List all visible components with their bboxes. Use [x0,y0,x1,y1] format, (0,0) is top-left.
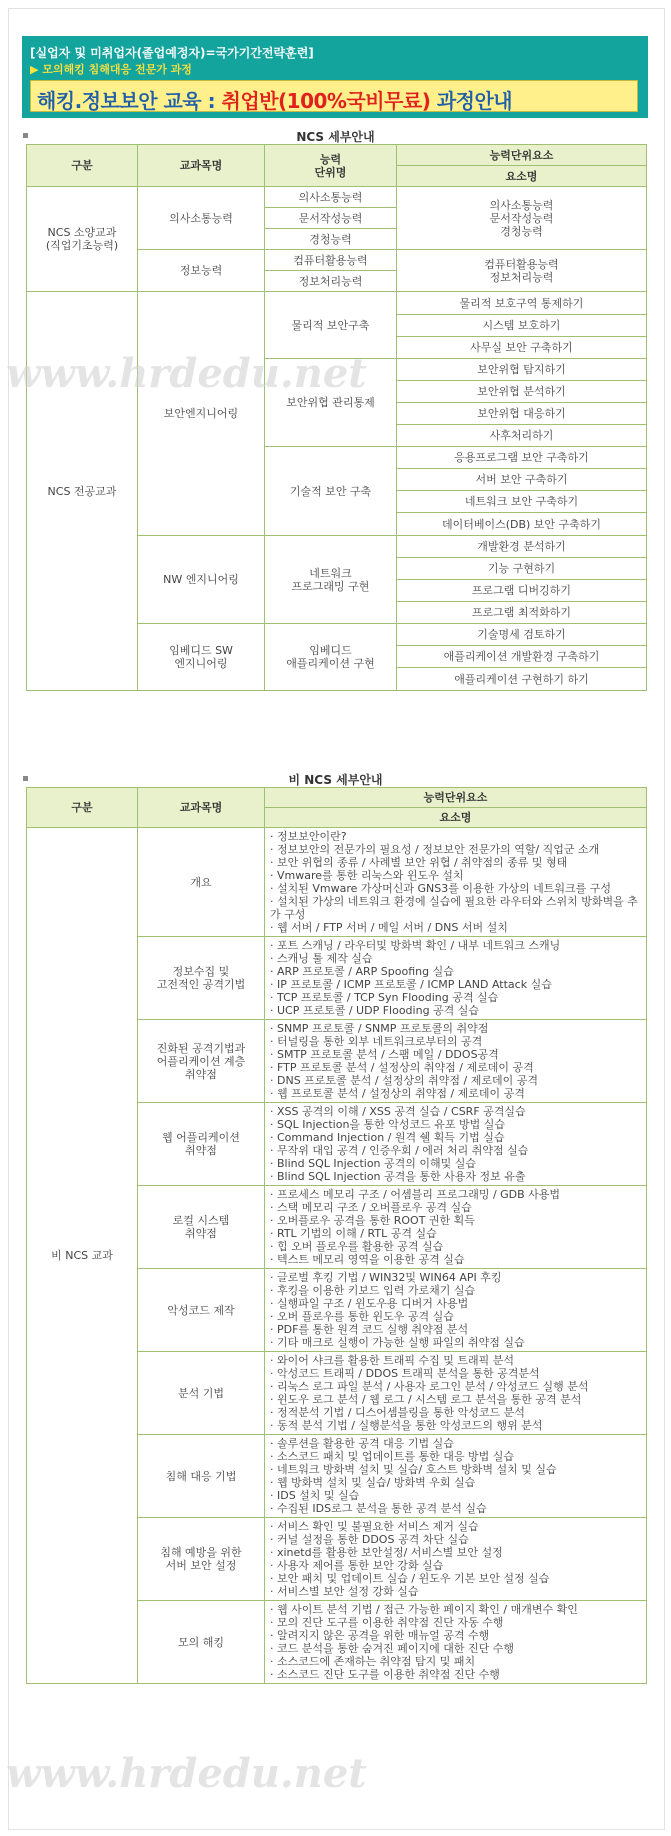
ncs-table [26,144,647,691]
nonncs-element-item: · 리눅스 로그 파일 분석 / 사용자 로그인 분석 / 악성코드 실행 분석 [270,1380,589,1393]
nonncs-element-list [265,828,647,937]
ncs-unit-cell: 임베디드 애플리케이션 구현 [265,624,397,691]
ncs-element-cell: 서버 보안 구축하기 [397,469,647,491]
nonncs-header-element-group: 능력단위요소 [265,788,647,808]
nonncs-element-list [265,1269,647,1352]
nonncs-element-item: · 코드 분석을 통한 숨겨진 페이지에 대한 진단 수행 [270,1642,514,1655]
nonncs-element-list [265,1518,647,1601]
nonncs-element-item: · ARP 프로토콜 / ARP Spoofing 실습 [270,965,454,978]
ncs-element-cell: 기능 구현하기 [397,558,647,580]
nonncs-element-item: · 윈도우 로그 분석 / 웹 로그 / 시스템 로그 분석을 통한 공격 분석 [270,1393,582,1406]
ncs-element-cell: 보안위협 대응하기 [397,403,647,425]
nonncs-element-item: · 사용자 제어를 통한 보안 강화 실습 [270,1559,444,1572]
ncs-element-cell: 컴퓨터활용능력 정보처리능력 [397,250,647,292]
nonncs-element-item: · Blind SQL Injection 공격의 이해및 실습 [270,1157,477,1170]
ncs-header-element: 요소명 [397,166,647,187]
nonncs-element-item: · XSS 공격의 이해 / XSS 공격 실습 / CSRF 공격실습 [270,1105,526,1118]
nonncs-element-list [265,1601,647,1684]
nonncs-element-item: · 터널링을 통한 외부 네트워크로부터의 공격 [270,1035,483,1048]
nonncs-element-item: · SMTP 프로토콜 분석 / 스팸 메일 / DDOS공격 [270,1048,499,1061]
ncs-element-cell: 응용프로그램 보안 구축하기 [397,447,647,469]
ncs-element-cell: 네트워크 보안 구축하기 [397,491,647,513]
ncs-unit-cell: 컴퓨터활용능력 [265,250,397,271]
nonncs-element-item: · 실행파일 구조 / 윈도우용 디버거 사용법 [270,1297,469,1310]
nonncs-element-item: · 글로벌 후킹 기법 / WIN32및 WIN64 API 후킹 [270,1271,502,1284]
nonncs-element-item: · 설치된 Vmware 가상머신과 GNS3를 이용한 가상의 네트워크를 구성 [270,882,611,895]
ncs-unit-cell: 경청능력 [265,229,397,250]
ncs-unit-cell: 보안위협 관리통제 [265,359,397,447]
ncs-element-cell: 애플리케이션 개발환경 구축하기 [397,646,647,668]
ncs-row [27,292,647,315]
nonncs-element-item: · IDS 설치 및 실습 [270,1489,360,1502]
nonncs-element-item: · 텍스트 메모리 영역을 이용한 공격 실습 [270,1253,465,1266]
ncs-unit-cell: 물리적 보안구축 [265,292,397,359]
nonncs-element-list [265,1020,647,1103]
banner-title-part1: 해킹.정보보안 교육 : [37,89,222,113]
nonncs-header-subject: 교과목명 [138,788,265,828]
nonncs-element-item: · 포트 스캐닝 / 라우터및 방화벽 확인 / 내부 네트워크 스캐닝 [270,939,561,952]
nonncs-element-item: · 소스코드에 존재하는 취약점 탐지 및 패치 [270,1655,476,1668]
nonncs-element-list [265,1352,647,1435]
nonncs-element-item: · 보안 위협의 종류 / 사례별 보안 위협 / 취약점의 종류 및 형태 [270,856,568,869]
nonncs-element-item: · PDF를 통한 원격 코드 실행 취약점 분석 [270,1323,469,1336]
nonncs-element-item: · 웹 서버 / FTP 서버 / 메일 서버 / DNS 서버 설치 [270,921,508,934]
course-banner [22,36,648,118]
nonncs-element-item: · 커널 설정을 통한 DDOS 공격 차단 실습 [270,1533,469,1546]
nonncs-section-title: 비 NCS 세부안내 [288,773,383,787]
ncs-element-cell: 데이터베이스(DB) 보안 구축하기 [397,513,647,536]
nonncs-element-item: · 서비스 확인 및 불필요한 서비스 제거 실습 [270,1520,479,1533]
nonncs-element-item: · 정보보안이란? [270,830,347,843]
nonncs-subject-cell: 침해 예방을 위한 서버 보안 설정 [138,1518,265,1601]
nonncs-element-item: · 힙 오버 플로우를 활용한 공격 실습 [270,1240,444,1253]
nonncs-element-item: · 솔루션을 활용한 공격 대응 기법 실습 [270,1437,454,1450]
nonncs-element-item: · SQL Injection을 통한 악성코드 유포 방법 실습 [270,1118,506,1131]
ncs-subject-cell: 정보능력 [138,250,265,292]
ncs-element-cell: 의사소통능력 문서작성능력 경청능력 [397,187,647,250]
nonncs-element-item: · 보안 패치 및 업데이트 실습 / 윈도우 기본 보안 설정 실습 [270,1572,550,1585]
banner-title [37,85,512,114]
nonncs-subject-cell: 진화된 공격기법과 어플리케이션 계층 취약점 [138,1020,265,1103]
ncs-unit-cell: 의사소통능력 [265,187,397,208]
ncs-element-cell: 프로그램 최적화하기 [397,602,647,624]
ncs-header-category: 구분 [27,145,138,187]
nonncs-subject-cell: 정보수집 및 고전적인 공격기법 [138,937,265,1020]
nonncs-element-list [265,1186,647,1269]
nonncs-element-item: · Blind SQL Injection 공격을 통한 사용자 정보 유출 [270,1170,526,1183]
nonncs-element-item: · 소스코드 진단 도구를 이용한 취약점 진단 수행 [270,1668,500,1681]
ncs-category-cell: NCS 전공교과 [27,292,138,691]
nonncs-element-item: · Vmware를 통한 리눅스와 윈도우 설치 [270,869,464,882]
ncs-subject-cell: 임베디드 SW 엔지니어링 [138,624,265,691]
nonncs-element-item: · 웹 프로토콜 분석 / 설정상의 취약점 / 제로데이 공격 [270,1087,525,1100]
nonncs-element-item: · 스캐닝 툴 제작 실습 [270,952,373,965]
banner-title-highlight: 취업반(100%국비무료) [221,89,431,113]
ncs-element-cell: 애플리케이션 구현하기 하기 [397,668,647,691]
nonncs-element-item: · IP 프로토콜 / ICMP 프로토콜 / ICMP LAND Attack 실습 [270,978,552,991]
ncs-unit-cell: 문서작성능력 [265,208,397,229]
ncs-header-element-group: 능력단위요소 [397,145,647,166]
ncs-subject-cell: NW 엔지니어링 [138,536,265,624]
nonncs-element-item: · 악성코드 트래픽 / DDOS 트래픽 분석을 통한 공격분석 [270,1367,540,1380]
nonncs-element-item: · 동적 분석 기법 / 실행분석을 통한 악성코드의 행위 분석 [270,1419,543,1432]
nonncs-element-item: · SNMP 프로토콜 / SNMP 프로토콜의 취약점 [270,1022,489,1035]
nonncs-row [27,828,647,937]
nonncs-header-category: 구분 [27,788,138,828]
nonncs-element-item: · 정적분석 기법 / 디스어셈블링을 통한 악성코드 분석 [270,1406,525,1419]
ncs-unit-cell: 기술적 보안 구축 [265,447,397,536]
ncs-subject-cell: 의사소통능력 [138,187,265,250]
nonncs-element-item: · TCP 프로토콜 / TCP Syn Flooding 공격 실습 [270,991,499,1004]
banner-title-part2: 과정안내 [430,89,513,113]
ncs-element-cell: 보안위협 분석하기 [397,381,647,403]
nonncs-element-item: · 모의 진단 도구를 이용한 취약점 진단 자동 수행 [270,1616,504,1629]
ncs-header-subject: 교과목명 [138,145,265,187]
ncs-element-cell: 보안위협 탐지하기 [397,359,647,381]
nonncs-element-item: · 정보보안의 전문가의 필요성 / 정보보안 전문가의 역할/ 직업군 소개 [270,843,600,856]
ncs-row [27,187,647,208]
nonncs-element-item: · Command Injection / 원격 쉘 획득 기법 실습 [270,1131,505,1144]
watermark: www.hrdedu.net [6,350,367,397]
banner-title-box [30,80,638,112]
banner-category: [실업자 및 미취업자(졸업예정자)=국가기간전략훈련] [30,46,314,60]
nonncs-table [26,787,647,1684]
nonncs-element-item: · 오버플로우 공격을 통한 ROOT 권한 획득 [270,1214,475,1227]
nonncs-element-item: · 수집된 IDS로그 분석을 통한 공격 분석 실습 [270,1502,487,1515]
ncs-category-cell: NCS 소양교과 (직업기초능력) [27,187,138,292]
nonncs-element-list [265,1435,647,1518]
nonncs-element-item: · UCP 프로토콜 / UDP Flooding 공격 실습 [270,1004,480,1017]
ncs-element-cell: 사후처리하기 [397,425,647,447]
nonncs-subject-cell: 웹 어플리케이션 취약점 [138,1103,265,1186]
nonncs-subject-cell: 모의 해킹 [138,1601,265,1684]
nonncs-element-item: · 네트워크 방화벽 설치 및 실습/ 호스트 방화벽 설치 및 실습 [270,1463,557,1476]
watermark: www.hrdedu.net [6,1750,367,1797]
ncs-unit-cell: 정보처리능력 [265,271,397,292]
nonncs-element-item: · 후킹을 이용한 키보드 입력 가로채기 실습 [270,1284,476,1297]
nonncs-element-item: · 서비스별 보안 설정 강화 실습 [270,1585,419,1598]
ncs-subject-cell: 보안엔지니어링 [138,292,265,536]
nonncs-element-item: · 웹 방화벽 설치 및 실습/ 방화벽 우회 실습 [270,1476,476,1489]
nonncs-subject-cell: 악성코드 제작 [138,1269,265,1352]
nonncs-element-item: · xinetd를 활용한 보안설정/ 서비스별 보안 설정 [270,1546,503,1559]
ncs-element-cell: 개발환경 분석하기 [397,536,647,558]
nonncs-element-item: · 소스코드 패치 및 업데이트를 통한 대응 방법 실습 [270,1450,514,1463]
nonncs-element-item: · 웹 사이트 분석 기법 / 접근 가능한 페이지 확인 / 매개변수 확인 [270,1603,578,1616]
nonncs-element-item: · 스택 메모리 구조 / 오버플로우 공격 실습 [270,1201,472,1214]
ncs-element-cell: 시스템 보호하기 [397,315,647,337]
nonncs-subject-cell: 침해 대응 기법 [138,1435,265,1518]
ncs-element-cell: 사무실 보안 구축하기 [397,337,647,359]
nonncs-element-item: · 기타 매크로 실행이 가능한 실행 파일의 취약점 실습 [270,1336,525,1349]
ncs-section-title: NCS 세부안내 [296,130,375,144]
nonncs-header-element: 요소명 [265,808,647,828]
nonncs-element-item: · 무작위 대입 공격 / 인증우회 / 에러 처리 취약점 실습 [270,1144,529,1157]
nonncs-element-list [265,937,647,1020]
nonncs-element-item: · 알려지지 않은 공격을 위한 매뉴얼 공격 수행 [270,1629,490,1642]
nonncs-element-item: · 프로세스 메모리 구조 / 어셈블리 프로그래밍 / GDB 사용법 [270,1188,561,1201]
nonncs-subject-cell: 로컬 시스템 취약점 [138,1186,265,1269]
ncs-element-cell: 기술명세 검토하기 [397,624,647,646]
banner-course-name: ▶ 모의해킹 침해대응 전문가 과정 [30,63,192,76]
nonncs-element-item: · 오버 플로우를 통한 윈도우 공격 실습 [270,1310,454,1323]
ncs-unit-cell: 네트워크 프로그래밍 구현 [265,536,397,624]
nonncs-category-cell: 비 NCS 교과 [27,828,138,1684]
ncs-header-unit: 능력 단위명 [265,145,397,187]
nonncs-subject-cell: 분석 기법 [138,1352,265,1435]
nonncs-element-item: · 설치된 가상의 네트워크 환경에 실습에 필요한 라우터와 스위치 방화벽을 추가 구성 [270,895,638,921]
nonncs-element-item: · 와이어 샤크를 활용한 트래픽 수집 및 트래픽 분석 [270,1354,514,1367]
ncs-element-cell: 물리적 보호구역 통제하기 [397,292,647,315]
ncs-element-cell: 프로그램 디버깅하기 [397,580,647,602]
nonncs-element-item: · RTL 기법의 이해 / RTL 공격 실습 [270,1227,437,1240]
nonncs-element-item: · FTP 프로토콜 분석 / 설정상의 취약점 / 제로데이 공격 [270,1061,534,1074]
nonncs-element-list [265,1103,647,1186]
nonncs-subject-cell: 개요 [138,828,265,937]
nonncs-element-item: · DNS 프로토콜 분석 / 설정상의 취약점 / 제로데이 공격 [270,1074,538,1087]
